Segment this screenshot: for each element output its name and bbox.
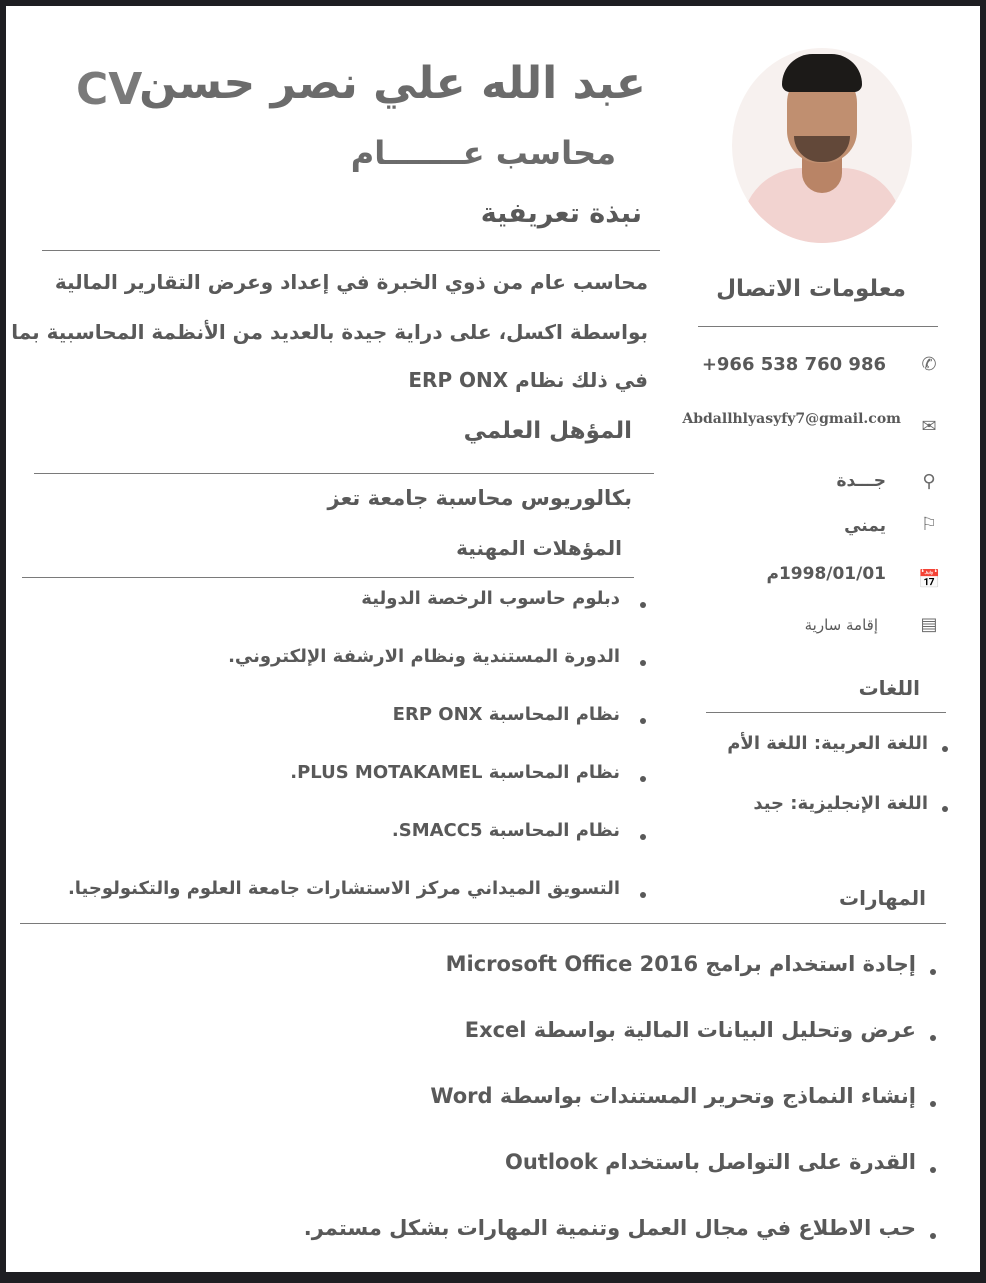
list-item: نظام المحاسبة ERP ONX (392, 704, 620, 725)
contact-heading: معلومات الاتصال (716, 276, 906, 302)
about-line: محاسب عام من ذوي الخبرة في إعداد وعرض التقارير المالية (54, 270, 648, 294)
language-item: اللغة الإنجليزية: جيد (753, 793, 928, 814)
phone-number: +966 538 760 986 (701, 354, 886, 375)
list-item: نظام المحاسبة PLUS MOTAKAMEL. (290, 762, 620, 783)
divider (20, 923, 946, 924)
divider (22, 577, 634, 578)
language-item: اللغة العربية: اللغة الأم (727, 733, 928, 754)
list-item: الدورة المستندية ونظام الارشفة الإلكتروني. (228, 646, 620, 667)
about-line: بواسطة اكسل، على دراية جيدة بالعديد من الأنظمة المحاسبية بما (11, 320, 648, 344)
qualifications-heading: المؤهلات المهنية (456, 536, 622, 560)
birthdate: 1998/01/01م (766, 564, 886, 584)
profile-photo (732, 48, 912, 243)
list-item: نظام المحاسبة SMACC5. (391, 820, 620, 841)
degree: بكالوريوس محاسبة جامعة تعز (327, 486, 632, 510)
residence-status: إقامة سارية (804, 616, 878, 634)
full-name: عبد الله علي نصر حسن (139, 58, 646, 109)
calendar-icon: 📅 (918, 569, 941, 590)
email-icon: ✉ (921, 416, 937, 437)
education-heading: المؤهل العلمي (463, 418, 632, 444)
divider (706, 712, 946, 713)
list-item: حب الاطلاع في مجال العمل وتنمية المهارات بشكل مستمر. (303, 1216, 916, 1240)
city: جـــدة (836, 471, 886, 491)
email-address: Abdallhlyasyfy7@gmail.com (682, 411, 901, 427)
job-title: محاسب عـــــــام (350, 134, 616, 172)
list-item: دبلوم حاسوب الرخصة الدولية (361, 588, 620, 609)
list-item: القدرة على التواصل باستخدام Outlook (505, 1150, 916, 1174)
about-line: في ذلك نظام ERP ONX (408, 368, 648, 392)
id-card-icon: ▤ (920, 614, 938, 635)
cv-page (6, 6, 980, 1272)
flag-icon: ⚐ (920, 514, 938, 535)
list-item: عرض وتحليل البيانات المالية بواسطة Excel (464, 1018, 916, 1042)
cv-label: CV (76, 64, 143, 115)
divider (34, 473, 654, 474)
location-pin-icon: ⚲ (922, 471, 936, 492)
phone-icon: ✆ (921, 354, 937, 375)
nationality: يمني (844, 516, 886, 536)
languages-heading: اللغات (858, 676, 920, 700)
divider (698, 326, 938, 327)
list-item: إنشاء النماذج وتحرير المستندات بواسطة Word (430, 1084, 916, 1108)
list-item: التسويق الميداني مركز الاستشارات جامعة العلوم والتكنولوجيا. (67, 878, 620, 899)
divider (42, 250, 660, 251)
list-item: إجادة استخدام برامج Microsoft Office 2016 (445, 952, 916, 976)
skills-heading: المهارات (839, 886, 926, 910)
about-heading: نبذة تعريفية (480, 198, 642, 229)
